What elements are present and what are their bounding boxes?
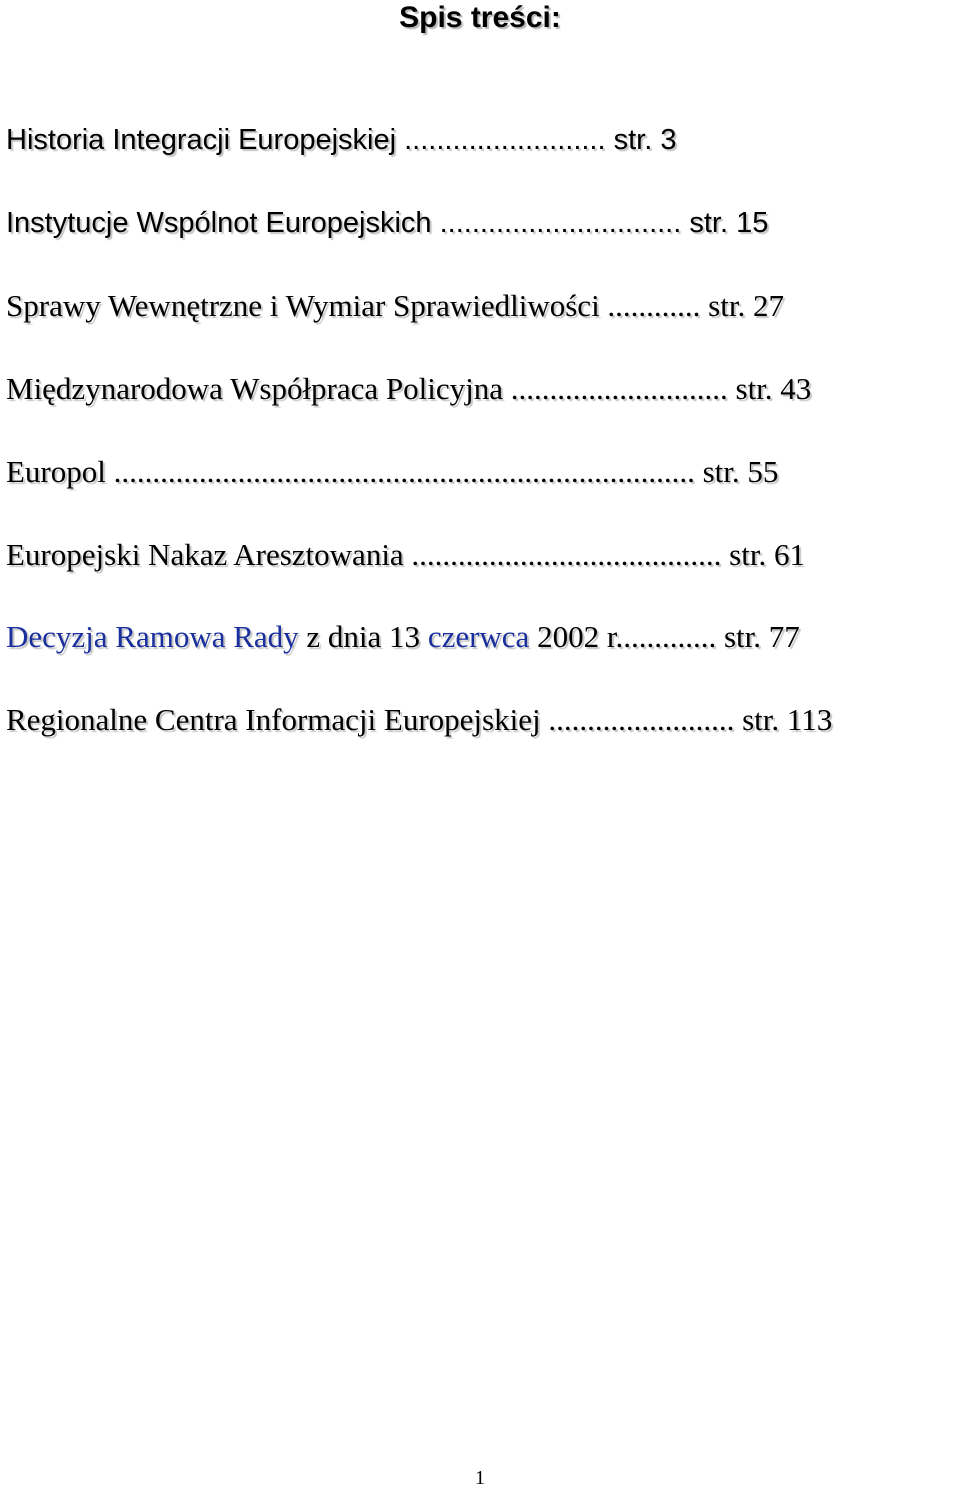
toc-entry-wspolpraca-policyjna: Międzynarodowa Współpraca Policyjna ............................ str. 43	[6, 371, 812, 406]
toc-entry-europol: Europol ........................................................................... str. 55	[6, 454, 779, 489]
toc-entry-instytucje: Instytucje Wspólnot Europejskich .............................. str. 15	[6, 207, 769, 239]
toc-entry-nakaz-aresztowania: Europejski Nakaz Aresztowania ........................................ str. 61	[6, 537, 805, 572]
toc-entry-decyzja-ramowa-month: czerwca	[427, 619, 530, 654]
toc-entry-sprawy-wewnetrzne: Sprawy Wewnętrzne i Wymiar Sprawiedliwości ............ str. 27	[6, 288, 784, 323]
toc-entry-centra-informacji: Regionalne Centra Informacji Europejskiej ........................ str. 113	[6, 702, 833, 737]
toc-entry-historia: Historia Integracji Europejskiej ......................... str. 3	[6, 124, 677, 156]
toc-entry-decyzja-ramowa-date: z dnia 13	[298, 619, 428, 654]
page-number: 1	[475, 1467, 485, 1489]
toc-entry-decyzja-ramowa-page: 2002 r............. str. 77	[529, 619, 800, 654]
toc-entry-decyzja-ramowa-highlight: Decyzja Ramowa Rady	[6, 619, 299, 654]
toc-entry-decyzja-ramowa	[6, 618, 800, 656]
page-title: Spis treści:	[399, 1, 561, 34]
